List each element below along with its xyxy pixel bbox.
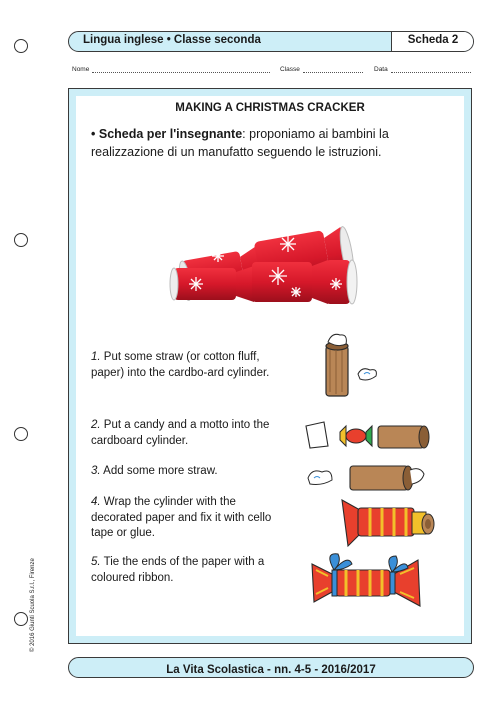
student-fields [72,66,472,78]
step-1 [91,350,276,381]
step-text: Add some more straw. [103,465,218,477]
content-frame [68,88,472,644]
name-label: Nome [72,66,90,73]
name-field[interactable] [72,66,270,73]
candy-motto-illustration [302,416,432,456]
binder-hole-4 [14,612,28,626]
class-line [303,66,363,73]
subject-label: Lingua inglese • Classe seconda [83,34,261,46]
header-bar [68,31,474,52]
step-text: Put some straw (or cotton fluff, paper) into the cardbo-ard cylinder. [91,351,270,379]
step-number: 5. [91,556,101,568]
content-area [76,96,464,636]
binder-hole-3 [14,427,28,441]
cylinder-straw-illustration [316,332,396,402]
binder-hole-1 [14,39,28,53]
step-number: 2. [91,419,101,431]
class-field[interactable] [280,66,363,73]
sheet-tab [391,31,474,52]
sheet-label: Scheda 2 [407,34,459,46]
step-text: Tie the ends of the paper with a coloured ribbon. [91,556,265,584]
step-text: Put a candy and a motto into the cardboard cylinder. [91,419,270,447]
note-label: Scheda per l'insegnante [98,127,243,141]
step-number: 1. [91,351,101,363]
class-label: Classe [280,66,300,73]
more-straw-illustration [302,456,432,496]
date-field[interactable] [374,66,471,73]
note-text: : proponiamo ai bambini la realizzazione di un manufatto seguendo le istruzioni. [91,127,389,159]
step-2 [91,418,276,449]
date-line [391,66,471,73]
copyright-notice: © 2016 Giunti Scuola S.r.l., Firenze [30,558,36,652]
teacher-note [91,125,446,161]
note-bullet: • [91,127,96,141]
name-line [92,66,270,73]
finished-cracker-illustration [308,550,428,612]
date-label: Data [374,66,388,73]
wrapped-cylinder-illustration [338,494,438,554]
step-number: 3. [91,465,101,477]
step-3 [91,464,276,480]
binder-hole-2 [14,233,28,247]
footer-label: La Vita Scolastica - nn. 4-5 - 2016/2017 [166,664,376,676]
step-5 [91,555,276,586]
page-title: MAKING A CHRISTMAS CRACKER [175,102,365,114]
step-text: Wrap the cylinder with the decorated paper and fix it with cello tape or glue. [91,496,272,539]
christmas-cracker-photo [168,204,368,308]
step-4 [91,495,276,542]
step-number: 4. [91,496,101,508]
footer-bar [68,657,474,678]
